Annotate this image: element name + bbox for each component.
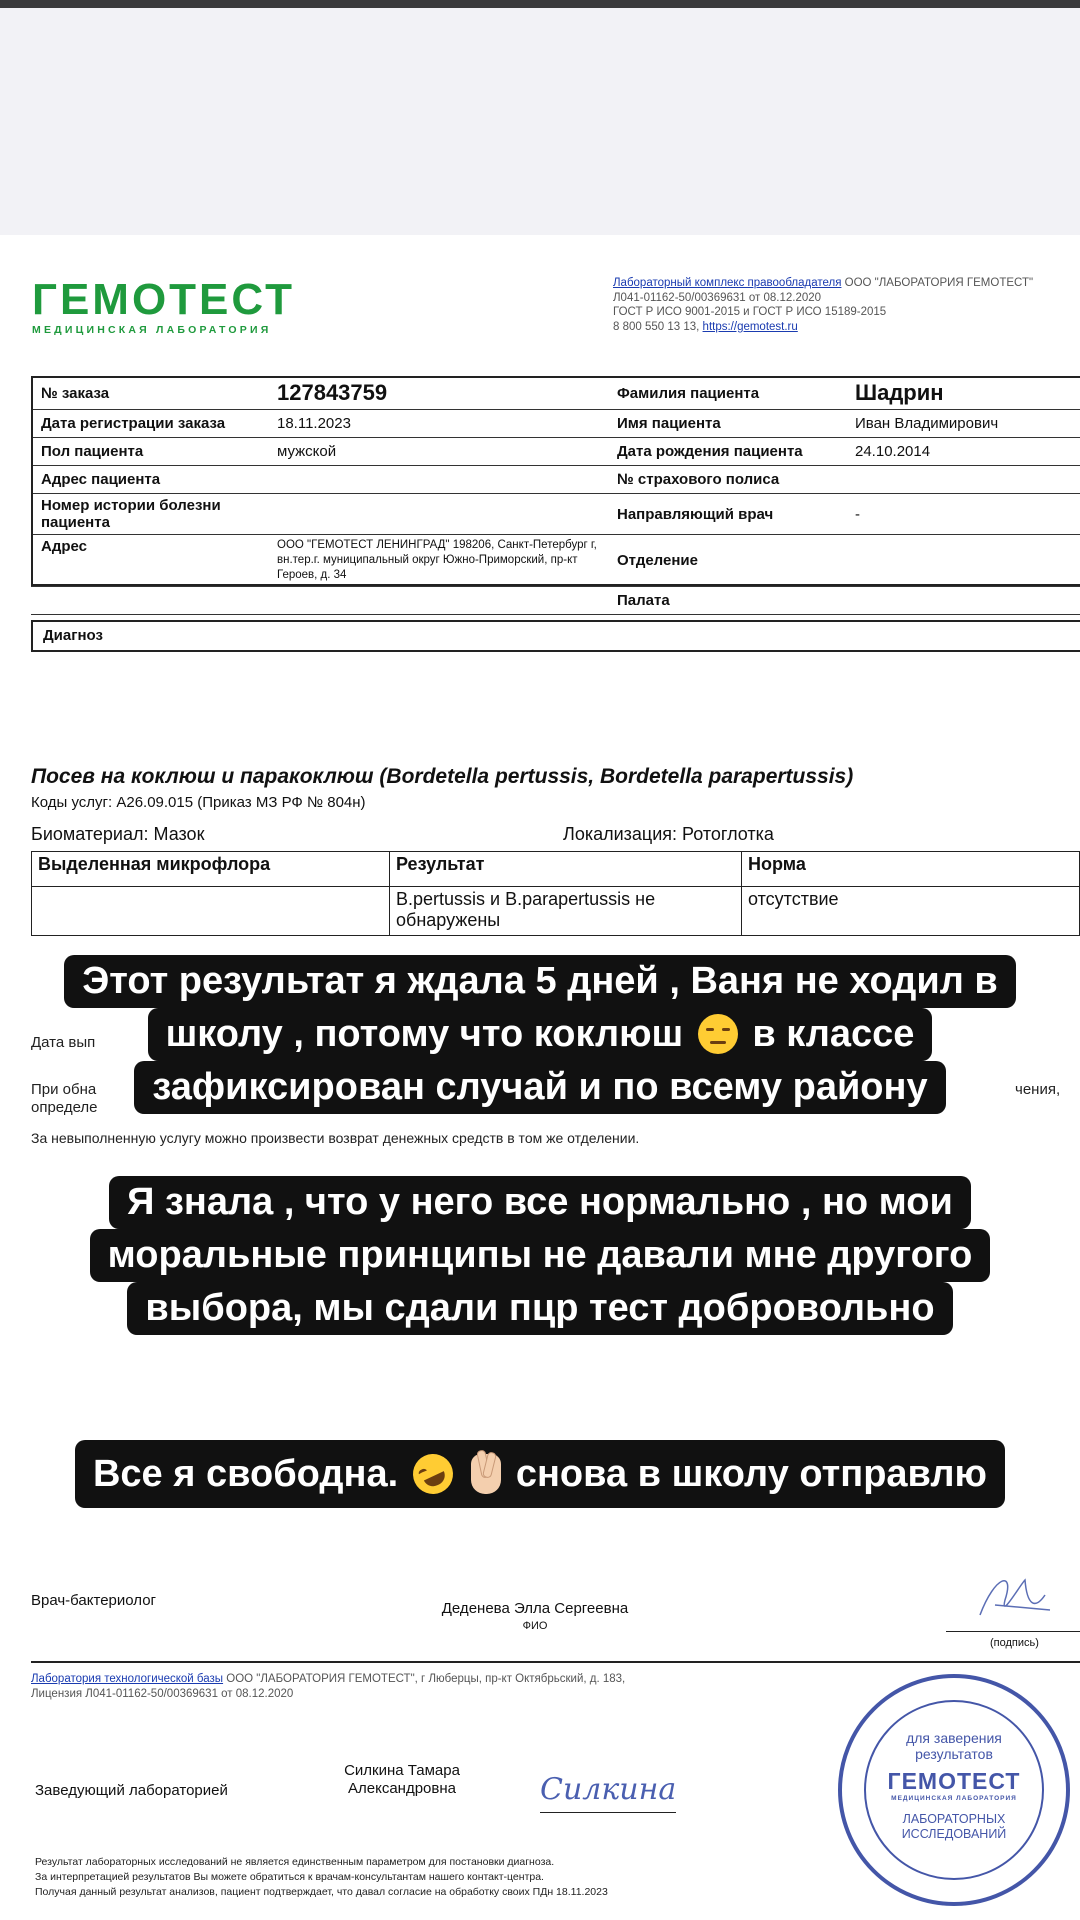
dob-label: Дата рождения пациента (607, 438, 845, 466)
caption2-line2: моральные принципы не давали мне другого (90, 1229, 991, 1282)
sex-label: Пол пациента (31, 438, 267, 466)
covered-text-1: При обна (31, 1081, 97, 1098)
cell-microflora (32, 887, 390, 936)
story-caption-2 (0, 1176, 1080, 1335)
covered-text-right: чения, (1015, 1081, 1061, 1098)
covered-text-2: определе (31, 1099, 98, 1116)
address-value: ООО "ГЕМОТЕСТ ЛЕНИНГРАД" 198206, Санкт-Петербург г, вн.тер.г. муниципальный округ Южно-Приморский, пр-кт Героев, д. 34 (267, 535, 607, 587)
surname-value: Шадрин (845, 377, 1080, 410)
history-label: Номер истории болезни пациента (31, 494, 267, 535)
result-table (31, 851, 1080, 936)
dob-value: 24.10.2014 (845, 438, 1080, 466)
footer-note-1: Результат лабораторных исследований не является единственным параметром для постановки диагноза. (35, 1856, 555, 1868)
reg-date-label: Дата регистрации заказа (31, 410, 267, 438)
surname-label: Фамилия пациента (607, 377, 845, 410)
lab-complex-link[interactable]: Лабораторный комплекс правообладателя (613, 277, 842, 289)
fio-caption: ФИО (522, 1620, 548, 1632)
stamp-brand-sub: МЕДИЦИНСКАЯ ЛАБОРАТОРИЯ (891, 1795, 1017, 1802)
stamp-top-text: для заверения результатов (906, 1730, 1002, 1762)
col-microflora: Выделенная микрофлора (32, 852, 390, 887)
bacteriologist-name: Деденева Элла Сергеевна (441, 1600, 629, 1617)
policy-label: № страхового полиса (607, 466, 845, 494)
footer-notes (35, 1855, 608, 1900)
name-label: Имя пациента (607, 410, 845, 438)
caption2-line1: Я знала , что у него все нормально , но мои (109, 1176, 971, 1229)
crossed-fingers-icon (471, 1454, 501, 1494)
lab-head-name: Силкина Тамара Александровна (344, 1762, 460, 1797)
caption1-line1: Этот результат я ждала 5 дней , Ваня не ходил в (64, 955, 1016, 1008)
sex-value: мужской (267, 438, 607, 466)
status-bar (0, 0, 1080, 8)
ward-label: Палата (607, 587, 845, 615)
gemotest-site-link[interactable]: https://gemotest.ru (702, 320, 798, 333)
lab-base-info: Лаборатория технологической базы ООО "ЛАБОРАТОРИЯ ГЕМОТЕСТ", г Люберцы, пр-кт Октябрьский, д. 183, Лицензия Л041-01162-50/00369631 от 08.12.2020 (31, 1673, 626, 1700)
logo-subtitle: МЕДИЦИНСКАЯ ЛАБОРАТОРИЯ (32, 324, 272, 336)
unamused-face-icon (698, 1014, 738, 1054)
signature-line (946, 1631, 1080, 1632)
gemotest-logo (32, 275, 295, 336)
lab-head-signature-line (540, 1812, 676, 1813)
name-value: Иван Владимирович (845, 410, 1080, 438)
doctor-label: Направляющий врач (607, 494, 845, 535)
test-title: Посев на коклюш и паракоклюш (Bordetella pertussis, Bordetella parapertussis) (31, 765, 854, 788)
cell-result: B.pertussis и B.parapertussis не обнаружены (390, 887, 742, 936)
top-background (0, 8, 1080, 235)
address-label: Адрес (31, 535, 267, 587)
cell-norm: отсутствие (742, 887, 1080, 936)
lab-info-owner: ООО "ЛАБОРАТОРИЯ ГЕМОТЕСТ" (841, 277, 1034, 289)
caption2-line3: выбора, мы сдали пцр тест добровольно (127, 1282, 952, 1335)
lab-info (613, 276, 1080, 334)
footer-note-2: За интерпретацией результатов Вы можете обратиться к врачам-консультантам нашего контакт-центра. (35, 1871, 544, 1883)
covered-date-text: Дата вып (31, 1034, 96, 1051)
order-number: 127843759 (267, 377, 607, 410)
lab-head-signature: Силкина (540, 1772, 677, 1807)
caption1-line3: зафиксирован случай и по всему району (134, 1061, 945, 1114)
col-result: Результат (390, 852, 742, 887)
doctor-value: - (845, 494, 1080, 535)
caption1-line2: школу , потому что коклюш в классе (148, 1008, 933, 1061)
bacteriologist-label: Врач-бактериолог (31, 1592, 157, 1609)
lab-base-link[interactable]: Лаборатория технологической базы (31, 1673, 224, 1685)
biomaterial: Биоматериал: Мазок (31, 824, 205, 844)
lab-head-label: Заведующий лабораторией (35, 1782, 228, 1799)
divider (31, 1661, 1080, 1663)
dept-label: Отделение (607, 535, 845, 587)
lab-stamp (838, 1674, 1070, 1906)
logo-word: ГЕМОТЕСТ (32, 275, 295, 324)
lab-info-license: Л041-01162-50/00369631 от 08.12.2020 (613, 291, 822, 304)
service-codes: Коды услуг: А26.09.015 (Приказ МЗ РФ № 804н) (31, 794, 366, 811)
story-caption-1 (0, 955, 1080, 1114)
lab-base-license: Лицензия Л041-01162-50/00369631 от 08.12.2020 (31, 1688, 294, 1700)
lab-info-gost: ГОСТ Р ИСО 9001-2015 и ГОСТ Р ИСО 15189-2015 (613, 306, 887, 318)
localization: Локализация: Ротоглотка (563, 824, 774, 844)
patient-info-table (31, 376, 1080, 615)
reg-date-value: 18.11.2023 (267, 410, 607, 438)
stamp-brand: ГЕМОТЕСТ (887, 1768, 1021, 1794)
story-caption-3 (0, 1440, 1080, 1508)
bacteriologist-signature-icon (975, 1565, 1055, 1630)
stamp-bottom-text: ЛАБОРАТОРНЫХ ИССЛЕДОВАНИЙ (901, 1812, 1007, 1841)
patient-address-label: Адрес пациента (31, 466, 267, 494)
diagnosis-row (31, 620, 1080, 652)
refund-note: За невыполненную услугу можно произвести возврат денежных средств в том же отделении. (31, 1130, 640, 1146)
col-norm: Норма (742, 852, 1080, 887)
diagnosis-label: Диагноз (43, 627, 103, 644)
footer-note-3: Получая данный результат анализов, пациент подтверждает, что давал согласие на обработку своих ПДн 18.11.2023 (35, 1886, 608, 1898)
signature-caption: (подпись) (990, 1637, 1039, 1649)
caption3-line: Все я свободна. снова в школу отправлю (75, 1440, 1005, 1508)
rolling-laughing-icon (406, 1447, 459, 1500)
lab-info-phone: 8 800 550 13 13, (613, 320, 700, 333)
order-label: № заказа (31, 377, 267, 410)
